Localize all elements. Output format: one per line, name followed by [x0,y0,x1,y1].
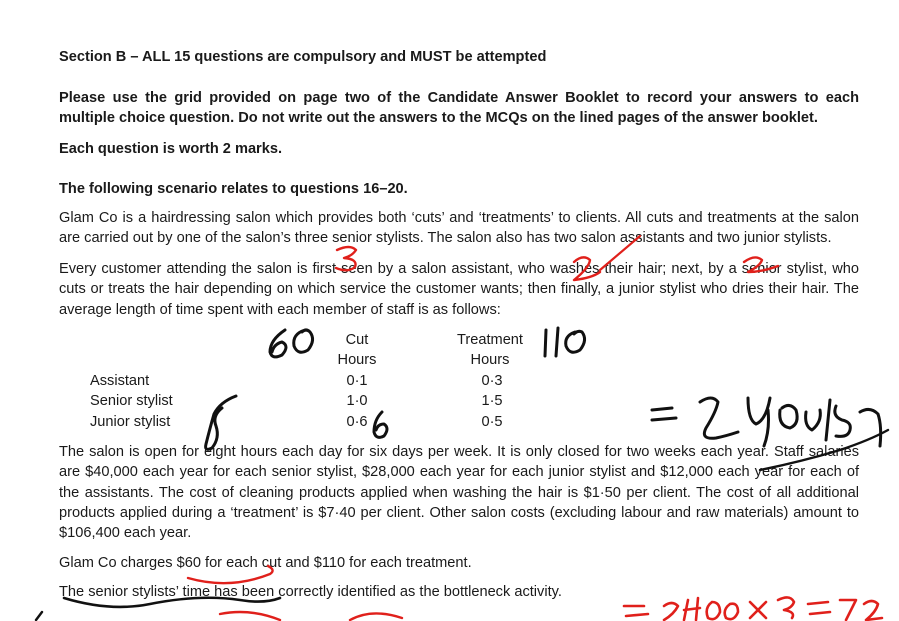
scenario-paragraph-1: Glam Co is a hairdressing salon which provides both ‘cuts’ and ‘treatments’ to clients. All cuts and treatments at the salon are carried out by one of the salon’s three senior stylists. The salon also has two salon assistants and two junior stylists. [59,210,859,247]
table-cell-treatment: 0·5 [481,414,503,430]
handwritten-2400x3-mark [624,606,648,616]
table-row-label: Junior stylist [90,414,171,430]
table-row-label: Senior stylist [90,393,173,409]
table-cell-cut: 1·0 [346,393,368,409]
scenario-paragraph-2: Every customer attending the salon is first seen by a salon assistant, who washes their hair; next, by a senior stylist, who cuts or treats the hair depending on which service the customer wants; then finally, a junior stylist who dries their hair. The average length of time spent with each member of staff is as follows: [59,261,859,318]
handwritten-6-mark [374,412,387,437]
table-cell-cut: 0·1 [346,373,368,389]
table-cell-treatment: 1·5 [481,393,503,409]
handwritten-60-mark [270,330,286,357]
table-header-cut: Cut [345,332,369,348]
table-header-treatment: Treatment [457,332,523,348]
section-heading: Section B – ALL 15 questions are compulsory and MUST be attempted [59,49,547,65]
instructions-paragraph: Please use the grid provided on page two of the Candidate Answer Booklet to record your answers to each multiple choice question. Do not write out the answers to the MCQs on the lined pages of the answer booklet. [59,90,859,127]
handwritten-110-mark [545,328,558,356]
handwritten-bracket-mark [36,612,42,620]
scenario-heading: The following scenario relates to questions 16–20. [59,181,408,197]
handwritten-equals-mark [652,408,676,420]
bottleneck-paragraph: The senior stylists’ time has been correctly identified as the bottleneck activity. [59,584,562,600]
pricing-paragraph: Glam Co charges $60 for each cut and $110 for each treatment. [59,555,472,571]
handwritten-2400hrs-mark [700,398,738,438]
table-header-cut-unit: Hours [337,352,377,368]
table-cell-treatment: 0·3 [481,373,503,389]
marks-note: Each question is worth 2 marks. [59,141,283,157]
table-cell-cut: 0·6 [346,414,368,430]
handwritten-curve-mark [220,612,280,620]
table-header-treatment-unit: Hours [470,352,510,368]
scenario-paragraph-3: The salon is open for eight hours each day for six days per week. It is only closed for two weeks each year. Staff salaries are $40,000 each year for each senior stylist, $28,000 each year for each junior stylist and $12,000 each year for each of the assistants. The cost of cleaning products applied when washing the hair is $1·50 per client. The cost of all additional products applied during a ‘treatment’ is $7·40 per client. Other salon costs (excluding labour and raw materials) amount to $106,400 each year. [59,444,859,542]
table-row-label: Assistant [90,373,150,389]
